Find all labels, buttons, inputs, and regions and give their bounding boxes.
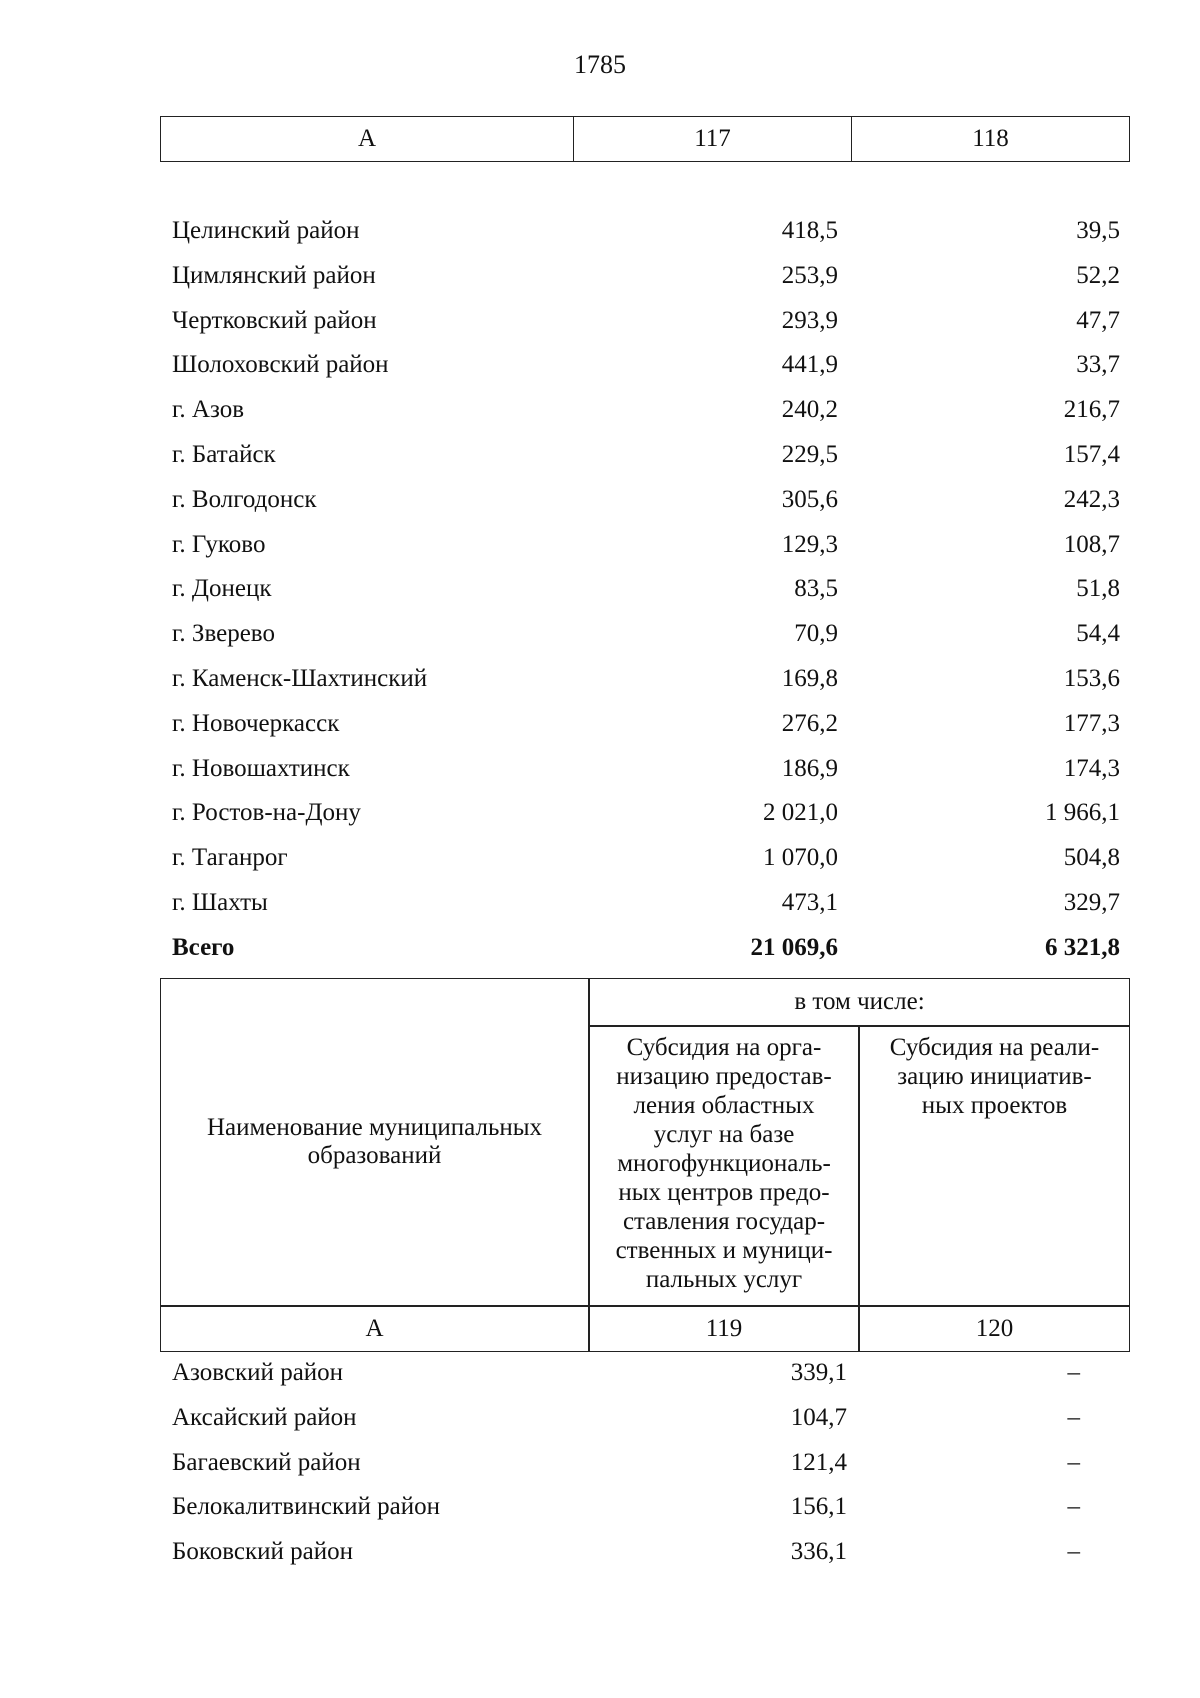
table-row — [172, 704, 1120, 749]
table2-name-header — [161, 979, 588, 1305]
table-row — [172, 1443, 1120, 1488]
table2-name-header-line: Наименование муниципальных — [206, 1114, 543, 1141]
row-value-119: 104,7 — [790, 1403, 847, 1431]
table1-header-col-118: 118 — [972, 125, 1009, 152]
total-value-117: 21 069,6 — [750, 933, 838, 961]
table2-subsidy-initiative-header — [860, 1033, 1129, 1120]
table-row — [172, 1532, 1120, 1577]
row-value-117: 418,5 — [781, 217, 838, 244]
row-name: г. Новочеркасск — [172, 709, 340, 737]
row-value-117: 83,5 — [794, 575, 838, 603]
row-value-118: 153,6 — [1063, 664, 1120, 692]
header-line: Субсидия на орга- — [626, 1034, 822, 1061]
row-value-119: 156,1 — [790, 1493, 847, 1521]
page-number: 1785 — [574, 50, 626, 79]
table2-header — [160, 978, 1130, 1352]
row-name: Цимлянский район — [172, 261, 376, 289]
row-value-119: 339,1 — [790, 1359, 847, 1386]
table2-name-header-line: образований — [307, 1142, 442, 1169]
row-value-117: 240,2 — [781, 396, 838, 424]
row-name: Азовский район — [172, 1359, 344, 1386]
row-value-117: 129,3 — [781, 530, 838, 558]
row-name: Аксайский район — [172, 1403, 357, 1431]
header-line: услуг на базе — [653, 1121, 795, 1148]
row-value-118: 54,4 — [1076, 620, 1120, 648]
header-line: ления областных — [633, 1092, 815, 1119]
row-value-118: 174,3 — [1063, 754, 1120, 782]
table-row — [172, 749, 1120, 794]
header-line: пальных услуг — [645, 1266, 803, 1293]
table-row — [172, 883, 1120, 928]
row-value-120: – — [1067, 1403, 1080, 1431]
row-name: г. Ростов-на-Дону — [172, 799, 361, 827]
row-name: Чертковский район — [172, 306, 377, 334]
table1-header-col-117: 117 — [574, 117, 852, 161]
row-name: Целинский район — [172, 217, 360, 244]
row-value-120: – — [1067, 1538, 1080, 1566]
table2-number-col-120: 120 — [975, 1315, 1014, 1342]
table2-including-header: в том числе: — [794, 988, 925, 1015]
table1-body — [172, 211, 1120, 973]
table-row — [172, 256, 1120, 301]
table-row — [172, 390, 1120, 435]
table2-divider — [588, 1025, 1129, 1027]
row-name: Боковский район — [172, 1538, 353, 1566]
row-value-118: 329,7 — [1063, 888, 1120, 916]
row-name: г. Гуково — [172, 530, 266, 558]
table2-subsidy-mfc-header — [590, 1033, 858, 1294]
row-value-119: 336,1 — [790, 1538, 847, 1566]
header-line: ставления государ- — [622, 1208, 826, 1235]
table-row — [172, 301, 1120, 346]
row-value-118: 39,5 — [1076, 217, 1120, 244]
row-value-118: 157,4 — [1063, 440, 1120, 468]
table-total-row — [172, 928, 1120, 973]
table-row — [172, 1487, 1120, 1532]
row-value-119: 121,4 — [790, 1448, 847, 1476]
row-name: г. Азов — [172, 396, 245, 424]
header-line: низацию предостав- — [616, 1063, 832, 1090]
row-value-117: 293,9 — [781, 306, 838, 334]
row-name: г. Волгодонск — [172, 485, 317, 513]
row-name: г. Новошахтинск — [172, 754, 350, 782]
row-value-117: 2 021,0 — [763, 799, 838, 827]
row-name: г. Шахты — [172, 888, 268, 916]
table1-header-col-a: А — [161, 117, 574, 161]
row-name: г. Зверево — [172, 620, 275, 648]
row-name: г. Батайск — [172, 440, 276, 468]
row-value-118: 242,3 — [1063, 485, 1120, 513]
table-row — [172, 569, 1120, 614]
row-value-120: – — [1067, 1448, 1080, 1476]
row-value-118: 51,8 — [1076, 575, 1120, 603]
header-line: зацию инициатив- — [897, 1063, 1092, 1090]
row-value-118: 177,3 — [1063, 709, 1120, 737]
table2-number-col-119: 119 — [705, 1315, 743, 1342]
row-name: г. Донецк — [172, 575, 272, 603]
row-value-120: – — [1067, 1493, 1080, 1521]
table-row — [172, 435, 1120, 480]
header-line: Субсидия на реали- — [889, 1034, 1100, 1061]
header-line: многофункциональ- — [617, 1150, 831, 1177]
table1-header — [160, 116, 1130, 162]
row-name: г. Каменск-Шахтинский — [172, 664, 428, 692]
row-value-117: 1 070,0 — [763, 844, 838, 872]
table-row — [172, 659, 1120, 704]
row-value-118: 33,7 — [1076, 351, 1120, 379]
row-value-117: 70,9 — [794, 620, 838, 648]
table-row — [172, 211, 1120, 256]
table-row — [172, 838, 1120, 883]
header-line: ных центров предо- — [618, 1179, 830, 1206]
row-value-118: 504,8 — [1063, 844, 1120, 872]
total-label: Всего — [172, 933, 235, 961]
table-row — [172, 480, 1120, 525]
row-value-118: 47,7 — [1076, 306, 1120, 334]
row-value-117: 441,9 — [781, 351, 838, 379]
row-value-117: 276,2 — [781, 709, 838, 737]
row-value-118: 1 966,1 — [1045, 799, 1120, 827]
table2-body — [172, 1353, 1120, 1577]
row-value-118: 108,7 — [1063, 530, 1120, 558]
table-row — [172, 1353, 1120, 1398]
row-name: Багаевский район — [172, 1448, 361, 1476]
row-value-117: 186,9 — [781, 754, 838, 782]
table-row — [172, 614, 1120, 659]
row-name: г. Таганрог — [172, 844, 288, 872]
row-value-118: 52,2 — [1076, 261, 1120, 289]
row-name: Шолоховский район — [172, 351, 389, 379]
header-line: ственных и муници- — [615, 1237, 833, 1264]
row-value-118: 216,7 — [1063, 396, 1120, 424]
row-value-117: 253,9 — [781, 261, 838, 289]
table-row — [172, 345, 1120, 390]
table2-number-col-a: А — [365, 1315, 384, 1342]
table-row — [172, 793, 1120, 838]
table-row — [172, 1398, 1120, 1443]
table-row — [172, 525, 1120, 570]
row-value-117: 305,6 — [781, 485, 838, 513]
header-line: ных проектов — [921, 1092, 1068, 1119]
total-value-118: 6 321,8 — [1045, 933, 1120, 961]
row-value-117: 169,8 — [781, 664, 838, 692]
row-value-120: – — [1067, 1359, 1080, 1386]
row-name: Белокалитвинский район — [172, 1493, 440, 1521]
row-value-117: 473,1 — [781, 888, 838, 916]
row-value-117: 229,5 — [781, 440, 838, 468]
